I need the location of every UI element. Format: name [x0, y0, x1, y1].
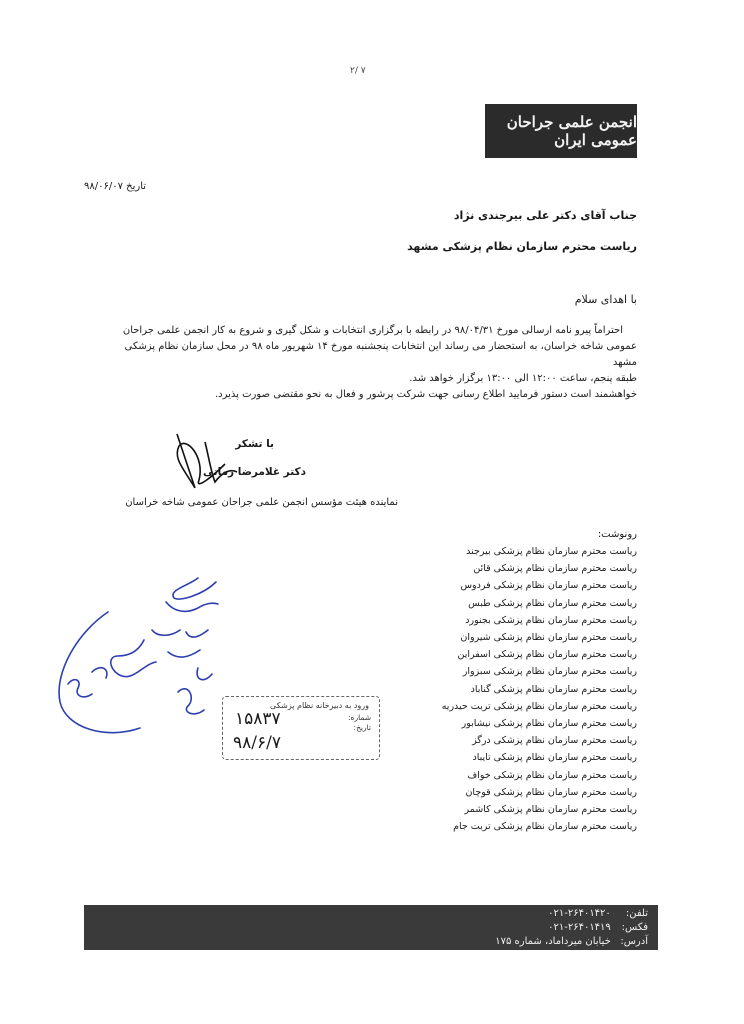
stamp-date: ۹۸/۶/۷ — [233, 733, 281, 753]
cc-item: ریاست محترم سازمان نظام پزشکی تربت حیدریه — [441, 700, 637, 712]
footer-address-row — [495, 936, 648, 947]
signer-title: نماینده هیئت مؤسس انجمن علمی جراحان عمومی شاخه خراسان — [125, 497, 398, 508]
letter-body — [107, 323, 637, 403]
body-line: احتراماً پیرو نامه ارسالی مورخ ۹۸/۰۴/۳۱ در رابطه با برگزاری انتخابات و شکل گیری و شروع به کار انجمن علمی جراحان — [122, 325, 623, 336]
cc-item: ریاست محترم سازمان نظام پزشکی اسفراین — [457, 649, 637, 661]
letter-date: تاریخ ۹۸/۰۶/۰۷ — [84, 181, 147, 192]
address-text: خیابان میرداماد، شماره ۱۷۵ — [495, 936, 611, 947]
footer-banner — [84, 905, 658, 950]
cc-label: رونوشت: — [597, 529, 637, 540]
stamp-header: ورود به دبیرخانه نظام پزشکی — [270, 701, 369, 710]
cc-item: ریاست محترم سازمان نظام پزشکی نیشابور — [461, 718, 637, 730]
cc-item: ریاست محترم سازمان نظام پزشکی درگز — [472, 735, 637, 747]
signer-name: دکتر غلامرضا زمانی — [203, 466, 306, 478]
phone-number: ۰۲۱-۲۶۴۰۱۴۲۰ — [548, 908, 611, 919]
cc-item: ریاست محترم سازمان نظام پزشکی سبزوار — [462, 666, 637, 678]
signature-scribble — [165, 428, 245, 498]
recipient-title: ریاست محترم سازمان نظام پزشکی مشهد — [407, 240, 637, 253]
cc-item: ریاست محترم سازمان نظام پزشکی بجنورد — [465, 614, 637, 626]
body-line: طبقه پنجم، ساعت ۱۲:۰۰ الی ۱۳:۰۰ برگزار خواهد شد. — [409, 373, 637, 384]
stamp-labels — [348, 713, 371, 733]
cc-item: ریاست محترم سازمان نظام پزشکی گناباد — [470, 683, 637, 695]
stamp-date-label: تاریخ: — [353, 723, 371, 732]
body-line: عمومی شاخه خراسان، به استحضار می رساند این انتخابات پنجشنبه مورخ ۱۴ شهریور ماه ۹۸ در محل سازمان نظام پزشکی مشهد — [124, 341, 637, 368]
cc-item: ریاست محترم سازمان نظام پزشکی شیروان — [460, 632, 637, 644]
cc-item: ریاست محترم سازمان نظام پزشکی کاشمر — [464, 804, 637, 816]
cc-item: ریاست محترم سازمان نظام پزشکی تایباد — [472, 752, 637, 764]
fax-label: فکس: — [621, 922, 648, 933]
regards: با تشکر — [235, 438, 274, 450]
address-label: آدرس: — [620, 936, 648, 947]
footer-fax-row — [548, 922, 648, 933]
body-line: خواهشمند است دستور فرمایید اطلاع رسانی جهت شرکت پرشور و فعال به نحو مقتضی صورت پذیرد. — [214, 389, 637, 400]
logo-text: انجمن علمی جراحان عمومی ایران — [506, 113, 637, 149]
cc-item: ریاست محترم سازمان نظام پزشکی فردوس — [460, 580, 637, 592]
cc-item: ریاست محترم سازمان نظام پزشکی بیرجند — [466, 546, 637, 557]
cc-item: ریاست محترم سازمان نظام پزشکی خواف — [467, 769, 637, 781]
association-logo-banner — [485, 104, 637, 158]
cc-item: ریاست محترم سازمان نظام پزشکی قوچان — [465, 786, 637, 798]
stamp-number: ۱۵۸۳۷ — [235, 709, 281, 729]
recipient-name: جناب آقای دکتر علی بیرجندی نژاد — [453, 209, 637, 222]
cc-item: ریاست محترم سازمان نظام پزشکی قائن — [473, 563, 637, 575]
handwritten-note — [48, 572, 228, 747]
phone-label: تلفن: — [625, 908, 648, 919]
fax-number: ۰۲۱-۲۶۴۰۱۴۱۹ — [548, 922, 611, 933]
top-mark: ۲/ ۷ — [350, 66, 366, 76]
stamp-number-label: شماره: — [348, 713, 371, 722]
footer-phone-row — [548, 908, 648, 919]
cc-item: ریاست محترم سازمان نظام پزشکی طبس — [468, 597, 637, 609]
cc-list — [442, 543, 637, 835]
received-stamp — [222, 696, 380, 760]
cc-item: ریاست محترم سازمان نظام پزشکی تربت جام — [453, 821, 637, 833]
salutation: با اهدای سلام — [574, 293, 637, 306]
